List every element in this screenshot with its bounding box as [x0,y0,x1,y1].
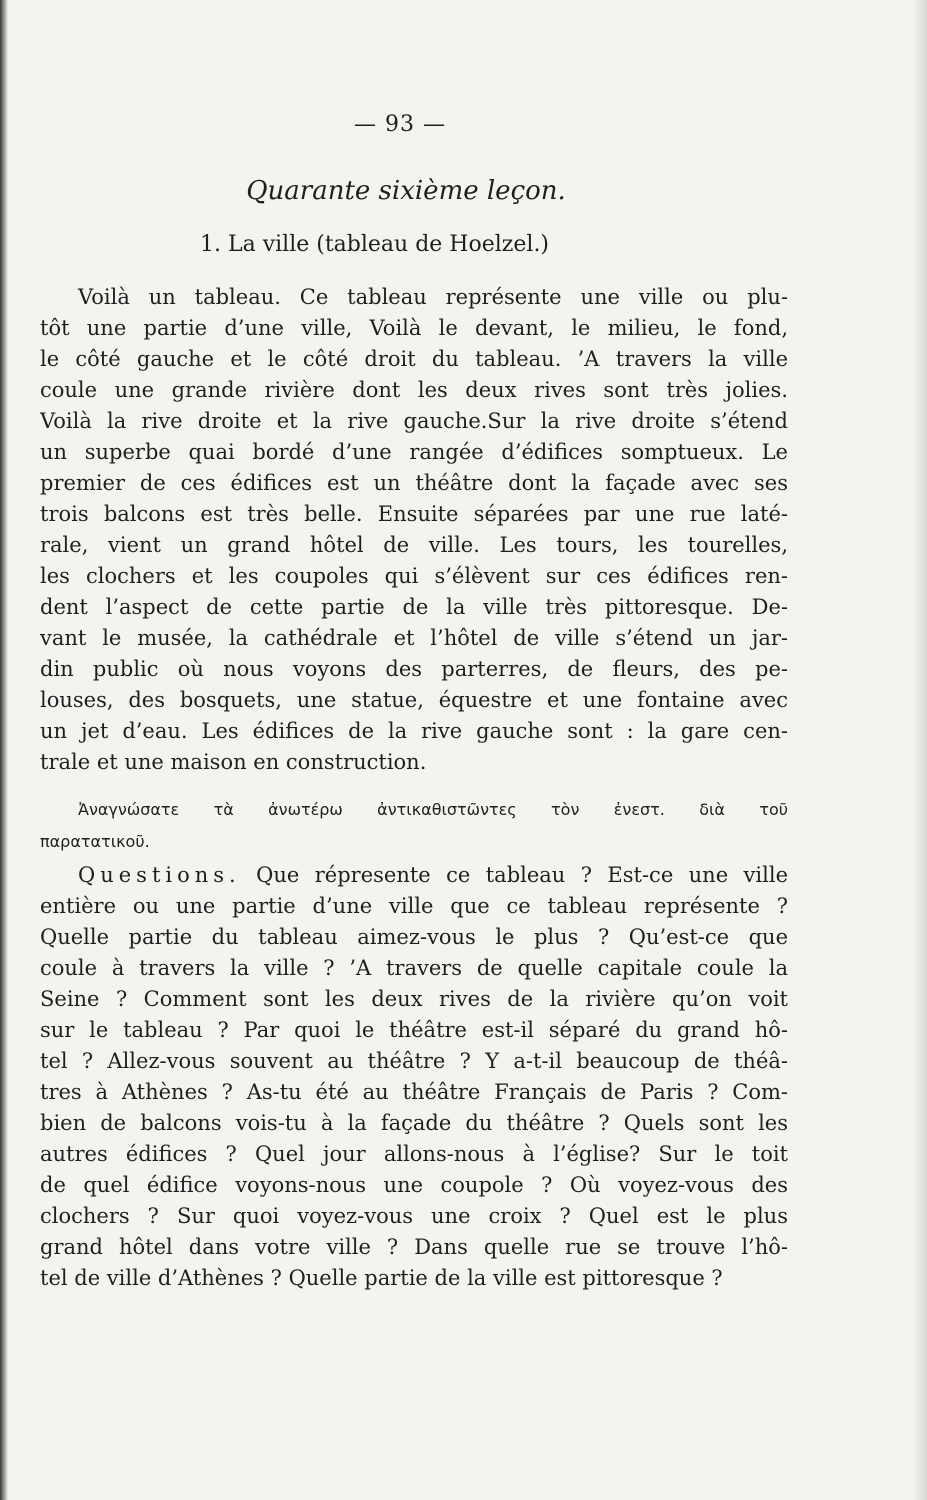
reading-line: les clochers et les coupoles qui s’élèvent sur ces édifices ren- [40,564,788,588]
questions-section [40,860,788,1294]
page-left-edge [0,0,8,1500]
question-line: Seine ? Comment sont les deux rives de la rivière qu’on voit [40,987,788,1011]
question-line: de quel édifice voyons-nous une coupole ? Où voyez-vous des [40,1173,788,1197]
question-line-first [40,860,788,891]
greek-line: Ἀναγνώσατε τὰ ἀνωτέρω ἀντικαθιστῶντες τὸν ἐνεστ. διὰ τοῦ [78,800,788,819]
reading-line: trois balcons est très belle. Ensuite séparées par une rue laté- [40,502,788,526]
question-line: tres à Athènes ? As-tu été au théâtre Français de Paris ? Com- [40,1080,788,1104]
question-line: tel ? Allez-vous souvent au théâtre ? Y a-t-il beaucoup de théâ- [40,1049,788,1073]
reading-line: dent l’aspect de cette partie de la ville très pittoresque. De- [40,595,788,619]
question-line: entière ou une partie d’une ville que ce tableau représente ? [40,894,788,918]
lesson-title: Quarante sixième leçon. [246,176,566,206]
question-line: bien de balcons vois-tu à la façade du théâtre ? Quels sont les [40,1111,788,1135]
question-first-text: Que répresente ce tableau ? Est-ce une ville [256,863,788,887]
page-number: — 93 — [354,112,446,137]
question-line: clochers ? Sur quoi voyez-vous une croix ? Quel est le plus [40,1204,788,1228]
reading-line: rale, vient un grand hôtel de ville. Les tours, les tourelles, [40,533,788,557]
reading-line: premier de ces édifices est un théâtre dont la façade avec ses [40,471,788,495]
reading-line: un jet d’eau. Les édifices de la rive gauche sont : la gare cen- [40,719,788,743]
question-line: autres édifices ? Quel jour allons-nous à l’église? Sur le toit [40,1142,788,1166]
question-line: sur le tableau ? Par quoi le théâtre est-il séparé du grand hô- [40,1018,788,1042]
reading-line: Voilà un tableau. Ce tableau représente une ville ou plu- [78,285,788,309]
question-line: Quelle partie du tableau aimez-vous le plus ? Qu’est-ce que [40,925,788,949]
reading-line: un superbe quai bordé d’une rangée d’édifices somptueux. Le [40,440,788,464]
reading-line: le côté gauche et le côté droit du tableau. ’A travers la ville [40,347,788,371]
reading-line: coule une grande rivière dont les deux rives sont très jolies. [40,378,788,402]
subtitle: 1. La ville (tableau de Hoelzel.) [200,232,550,257]
question-line: coule à travers la ville ? ’A travers de quelle capitale coule la [40,956,788,980]
question-line: grand hôtel dans votre ville ? Dans quelle rue se trouve l’hô- [40,1235,788,1259]
reading-line: trale et une maison en construction. [40,750,427,774]
reading-passage [40,282,788,778]
reading-line: din public où nous voyons des parterres, de fleurs, des pe- [40,657,788,681]
page-right-edge [913,0,927,1500]
questions-label: Questions. [78,863,241,887]
reading-line: louses, des bosquets, une statue, équestre et une fontaine avec [40,688,788,712]
greek-instruction [40,794,788,858]
reading-line: tôt une partie d’une ville, Voilà le devant, le milieu, le fond, [40,316,788,340]
reading-line: vant le musée, la cathédrale et l’hôtel de ville s’étend un jar- [40,626,788,650]
question-line: tel de ville d’Athènes ? Quelle partie de la ville est pittoresque ? [40,1266,723,1290]
greek-line: παρατατικοῦ. [40,832,150,851]
reading-line: Voilà la rive droite et la rive gauche.Sur la rive droite s’étend [40,409,788,433]
